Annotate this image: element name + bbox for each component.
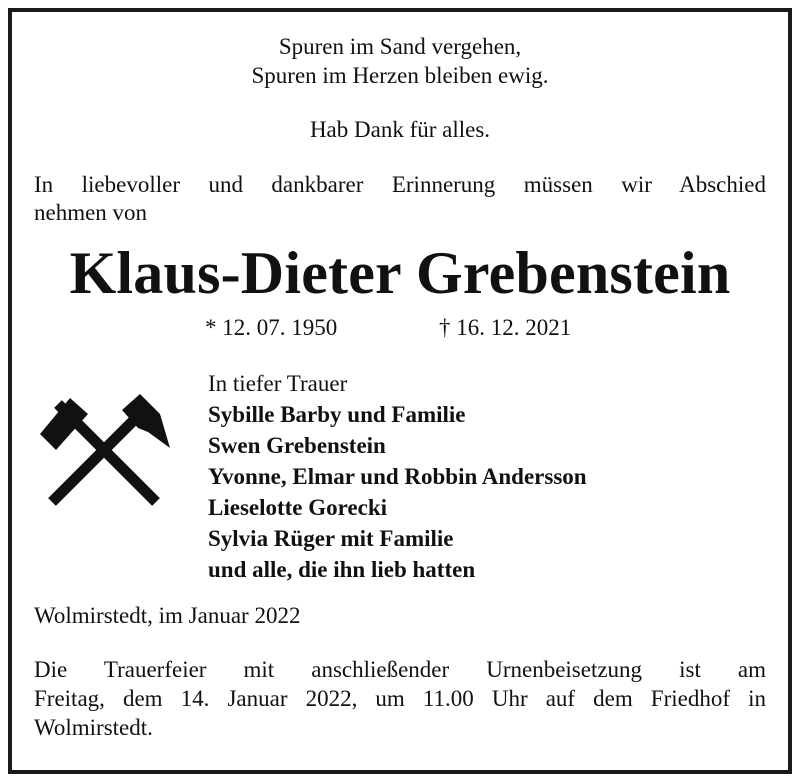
death-date: † 16. 12. 2021: [439, 315, 572, 340]
mourner-name: Lieselotte Gorecki: [208, 495, 388, 520]
hammer-and-pick-icon: [38, 392, 172, 514]
mourner-name: Sybille Barby und Familie: [208, 402, 466, 427]
verse-line-1: Spuren im Sand vergehen,: [278, 34, 522, 59]
birth-date: * 12. 07. 1950: [205, 315, 338, 340]
intro-line-2: nehmen von: [34, 200, 148, 225]
mourner-name: Yvonne, Elmar und Robbin Andersson: [208, 464, 587, 489]
mourner-name: Swen Grebenstein: [208, 433, 386, 458]
mourners-block: [208, 368, 587, 585]
mourner-name: und alle, die ihn lieb hatten: [208, 557, 476, 582]
funeral-line-1: Die Trauerfeier mit anschließender Urnenbeisetzung ist am: [34, 657, 766, 682]
mourner-name: Sylvia Rüger mit Familie: [208, 526, 454, 551]
funeral-line-2: Freitag, dem 14. Januar 2022, um 11.00 Uhr auf dem Friedhof in: [34, 686, 766, 711]
mourners-heading: In tiefer Trauer: [208, 371, 348, 396]
intro-line-1: In liebevoller und dankbarer Erinnerung müssen wir Abschied: [34, 172, 766, 197]
deceased-name: Klaus-Dieter Grebenstein: [69, 240, 731, 306]
funeral-line-3: Wolmirstedt.: [34, 715, 153, 740]
verse-line-2: Spuren im Herzen bleiben ewig.: [251, 63, 549, 88]
place-date: Wolmirstedt, im Januar 2022: [34, 603, 301, 628]
thanks-line: Hab Dank für alles.: [309, 117, 491, 142]
